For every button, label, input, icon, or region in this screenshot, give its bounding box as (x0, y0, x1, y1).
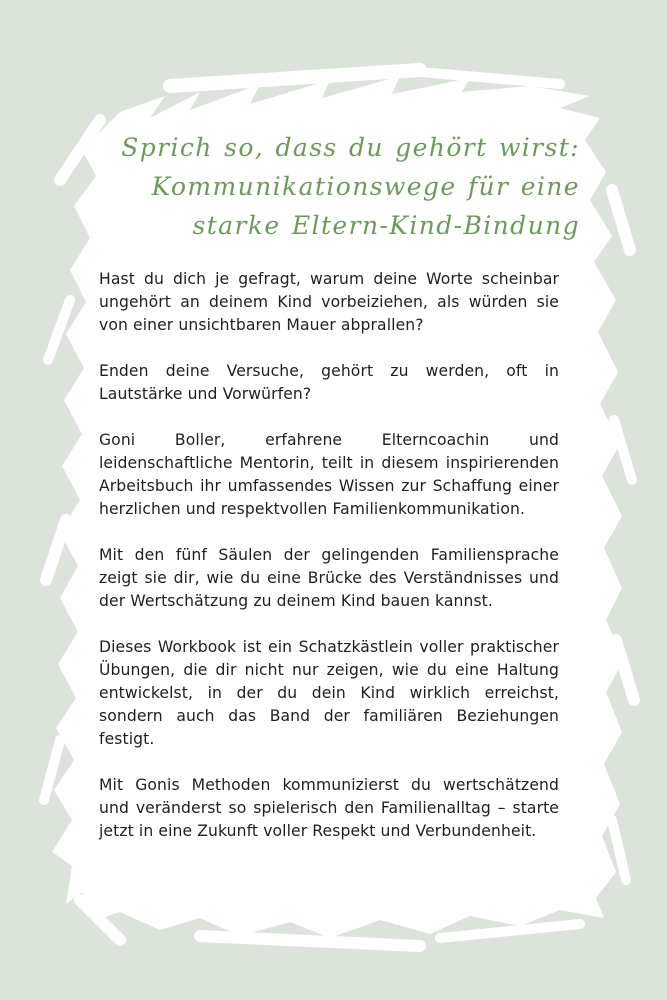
paragraph-closing: Mit Gonis Methoden kommunizierst du wertschätzend und veränderst so spielerisch den Familienalltag – starte jetzt in eine Zukunft voller Respekt und Verbundenheit. (99, 776, 559, 840)
paragraph-second-question: Enden deine Versuche, gehört zu werden, oft in Lautstärke und Vorwürfen? (99, 362, 559, 403)
title-line-3: starke Eltern-Kind-Bindung (192, 211, 580, 240)
paragraph-five-pillars: Mit den fünf Säulen der gelingenden Familiensprache zeigt sie dir, wie du eine Brücke des Verständnisses und der Wertschätzung zu deinem Kind bauen kannst. (99, 546, 559, 610)
title-line-1: Sprich so, dass du gehört wirst: (121, 133, 580, 162)
paragraph-intro-question: Hast du dich je gefragt, warum deine Worte scheinbar ungehört an deinem Kind vorbeiziehen, als würden sie von einer unsichtbaren Mauer abprallen? (99, 270, 559, 334)
paragraph-workbook: Dieses Workbook ist ein Schatzkästlein voller praktischer Übungen, die dir nicht nur zeigen, wie du eine Haltung entwickelst, in der du dein Kind wirklich erreichst, sondern auch das Band der familiären Beziehungen festigt. (99, 638, 559, 748)
book-title (110, 128, 580, 245)
title-line-2: Kommunikationswege für eine (151, 172, 580, 201)
paragraph-author: Goni Boller, erfahrene Elterncoachin und leidenschaftliche Mentorin, teilt in diesem inspirierenden Arbeitsbuch ihr umfassendes Wissen zur Schaffung einer herzlichen und respektvollen Familienkommunikation. (99, 431, 559, 518)
book-description (99, 268, 559, 866)
